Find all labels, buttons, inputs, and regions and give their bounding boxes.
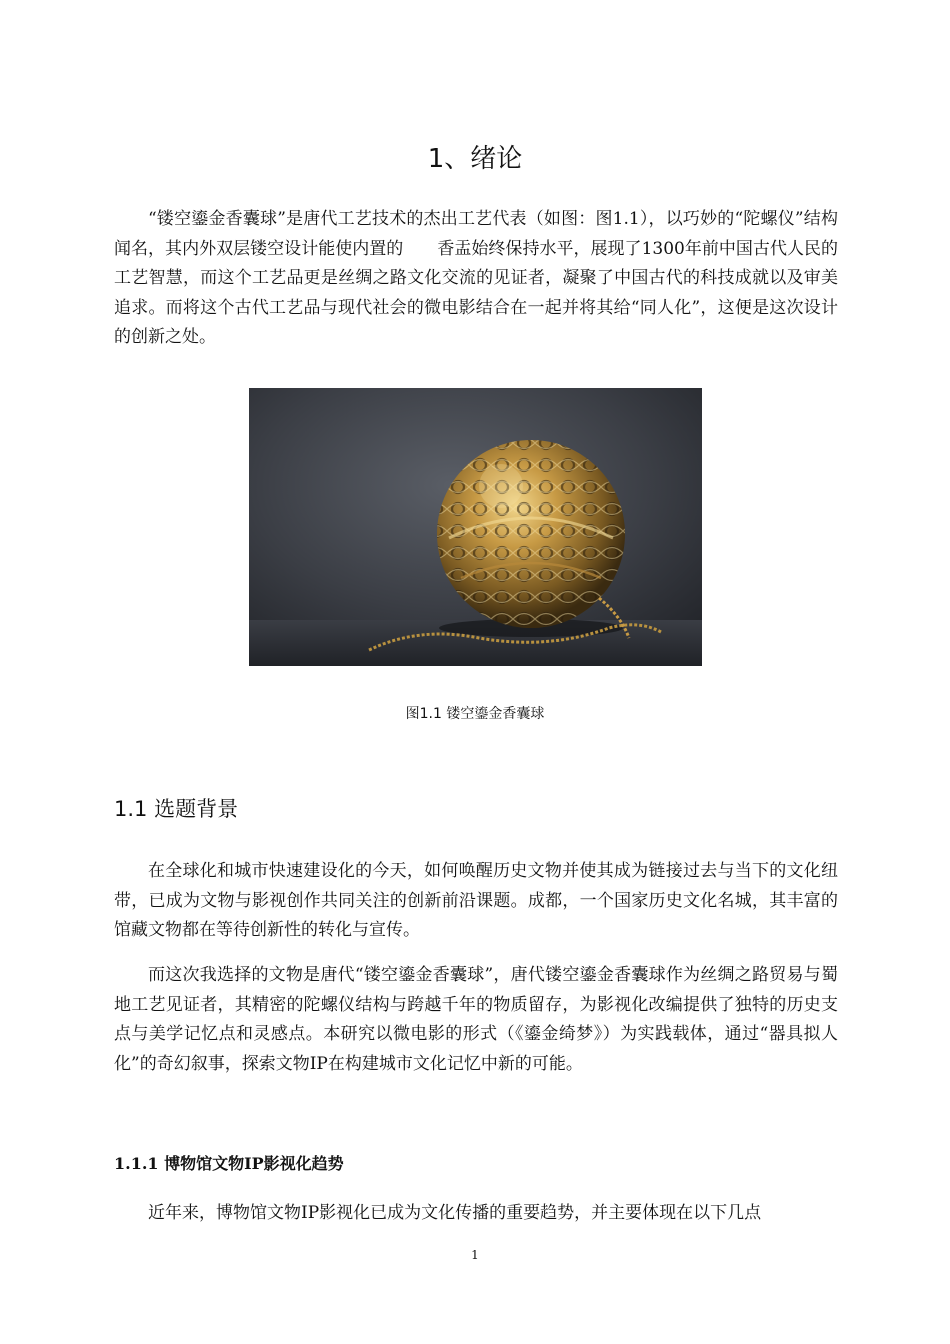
figure-gilt-incense-ball-photo <box>249 388 702 666</box>
section-1-1-paragraph-1: 在全球化和城市快速建设化的今天，如何唤醒历史文物并使其成为链接过去与当下的文化纽带，已成为文物与影视创作共同关注的创新前沿课题。成都，一个国家历史文化名城，其丰富的馆藏文物都在等待创新性的转化与宣传。 <box>114 861 838 941</box>
figure-caption: 图1.1 镂空鎏金香囊球 <box>405 706 545 722</box>
section-heading-1-1-1: 1.1.1 博物馆文物IP影视化趋势 <box>114 1154 344 1173</box>
section-1-1-1-paragraph: 近年来，博物馆文物IP影视化已成为文化传播的重要趋势，并主要体现在以下几点 <box>148 1203 762 1223</box>
page-number: 1 <box>471 1248 479 1262</box>
intro-paragraph: “镂空鎏金香囊球”是唐代工艺技术的杰出工艺代表（如图：图1.1），以巧妙的“陀螺仪”结构闻名，其内外双层镂空设计能使内置的 香盂始终保持水平，展现了1300年前中国古代人民的工艺智慧，而这个工艺品更是丝绸之路文化交流的见证者，凝聚了中国古代的科技成就以及审美追求。而将这个古代工艺品与现代社会的微电影结合在一起并将其给“同人化”，这便是这次设计的创新之处。 <box>114 209 838 348</box>
section-1-1-paragraph-2: 而这次我选择的文物是唐代“镂空鎏金香囊球”，唐代镂空鎏金香囊球作为丝绸之路贸易与蜀地工艺见证者，其精密的陀螺仪结构与跨越千年的物质留存，为影视化改编提供了独特的历史支点与美学记忆点和灵感点。本研究以微电影的形式（《鎏金绮梦》）为实践载体，通过“器具拟人化”的奇幻叙事，探索文物IP在构建城市文化记忆中新的可能。 <box>114 965 838 1074</box>
gilt-incense-ball-image <box>249 388 702 666</box>
chapter-title: 1、绪论 <box>427 144 523 174</box>
section-heading-1-1: 1.1 选题背景 <box>114 797 239 821</box>
